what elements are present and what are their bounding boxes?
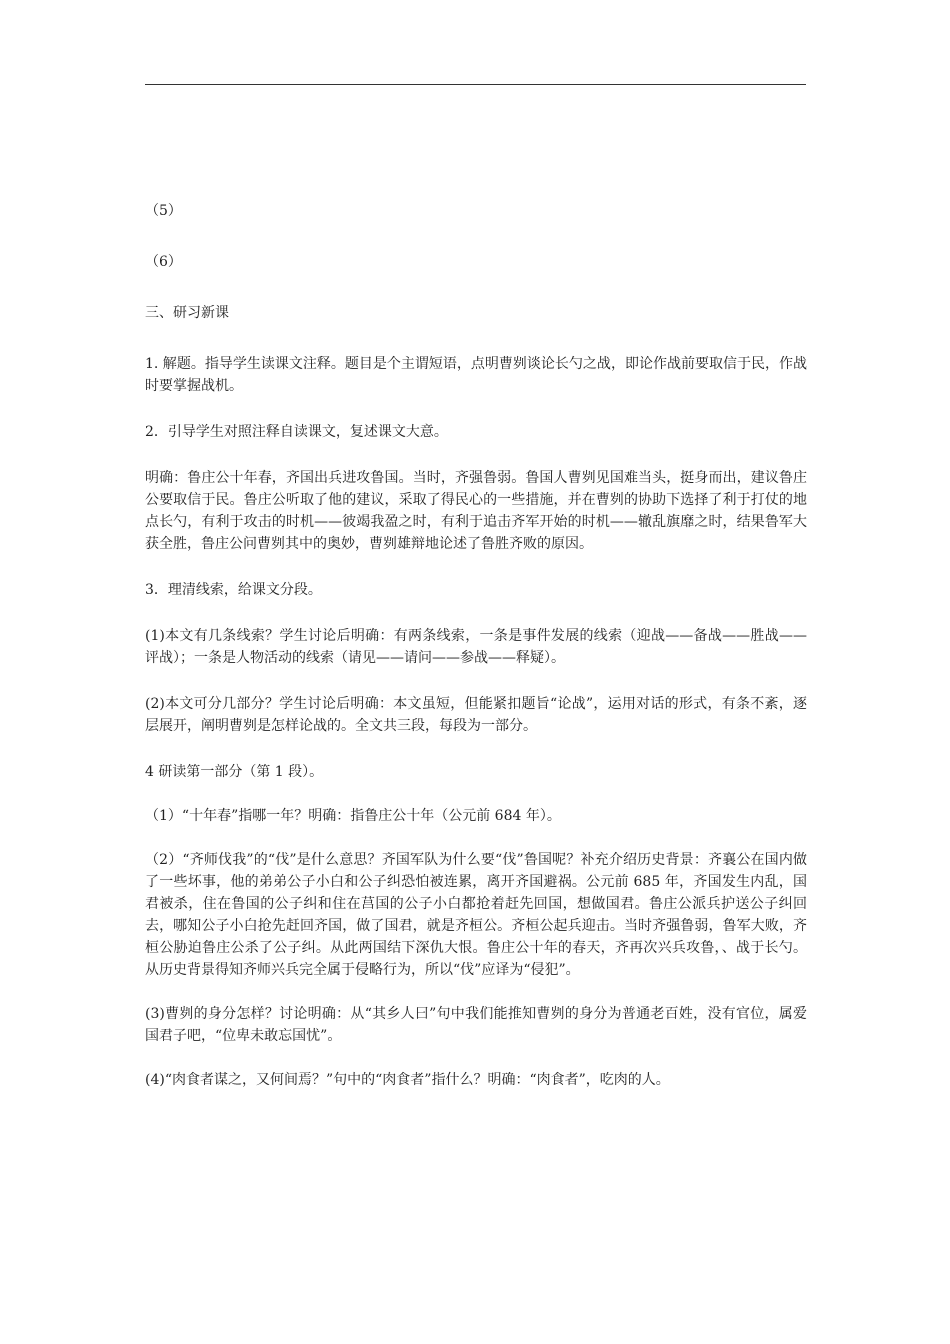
paragraph-question-4: (4)“肉食者谋之，又何间焉？”句中的“肉食者”指什么？明确：“肉食者”，吃肉的人。 — [145, 1072, 670, 1088]
paragraph-clues-heading: 3．理清线索，给课文分段。 — [145, 582, 322, 598]
paragraph-question-3: (3)曹刿的身分怎样？讨论明确：从“其乡人曰”句中我们能推知曹刿的身分为普通老百姓，没有官位，属爱国君子吧，“位卑未敢忘国忧”。 — [145, 1006, 807, 1044]
paragraph-summary: 明确：鲁庄公十年春，齐国出兵进攻鲁国。当时，齐强鲁弱。鲁国人曹刿见国难当头，挺身而出，建议鲁庄公要取信于民。鲁庄公听取了他的建议，采取了得民心的一些措施，并在曹刿的协助下选择了利于打仗的地点长勺，有利于攻击的时机——彼竭我盈之时，有利于追击齐军开始的时机——辙乱旗靡之时，结果鲁军大获全胜，鲁庄公问曹刿其中的奥妙，曹刿雄辩地论述了鲁胜齐败的原因。 — [145, 470, 807, 552]
list-marker-5: （5） — [145, 203, 182, 219]
paragraph-question-1: （1）“十年春”指哪一年？明确：指鲁庄公十年（公元前 684 年）。 — [145, 808, 561, 824]
section-heading: 三、研习新课 — [145, 305, 229, 321]
list-marker-6: （6） — [145, 254, 182, 270]
header-rule — [145, 84, 806, 85]
paragraph-reading-guide: 2．引导学生对照注释自读课文，复述课文大意。 — [145, 424, 448, 440]
paragraph-clues: (1)本文有几条线索？学生讨论后明确：有两条线索，一条是事件发展的线索（迎战——备战——胜战——评战）；一条是人物活动的线索（请见——请问——参战——释疑）。 — [145, 628, 807, 666]
document-body — [145, 200, 807, 1091]
paragraph-title-analysis: 1. 解题。指导学生读课文注释。题目是个主谓短语，点明曹刿谈论长勺之战，即论作战前要取信于民，作战时要掌握战机。 — [145, 356, 807, 394]
paragraph-question-2: （2）“齐师伐我”的“伐”是什么意思？齐国军队为什么要“伐”鲁国呢？补充介绍历史背景：齐襄公在国内做了一些坏事，他的弟弟公子小白和公子纠恐怕被连累，离开齐国避祸。公元前 685 年，齐国发生内乱，国君被杀，住在鲁国的公子纠和住在莒国的公子小白都抢着赶先回国，想做国君。鲁庄公派兵护送公子纠回去，哪知公子小白抢先赶回齐国，做了国君，就是齐桓公。齐桓公起兵迎击。当时齐强鲁弱，鲁军大败，齐桓公胁迫鲁庄公杀了公子纠。从此两国结下深仇大恨。鲁庄公十年的春天，齐再次兴兵攻鲁，、战于长勺。从历史背景得知齐师兴兵完全属于侵略行为，所以“伐”应译为“侵犯”。 — [145, 852, 807, 978]
paragraph-parts: (2)本文可分几部分？学生讨论后明确：本文虽短，但能紧扣题旨“论战”，运用对话的形式，有条不紊，逐层展开，阐明曹刿是怎样论战的。全文共三段，每段为一部分。 — [145, 696, 807, 734]
paragraph-part-one-heading: 4 研读第一部分（第 1 段）。 — [145, 764, 324, 780]
